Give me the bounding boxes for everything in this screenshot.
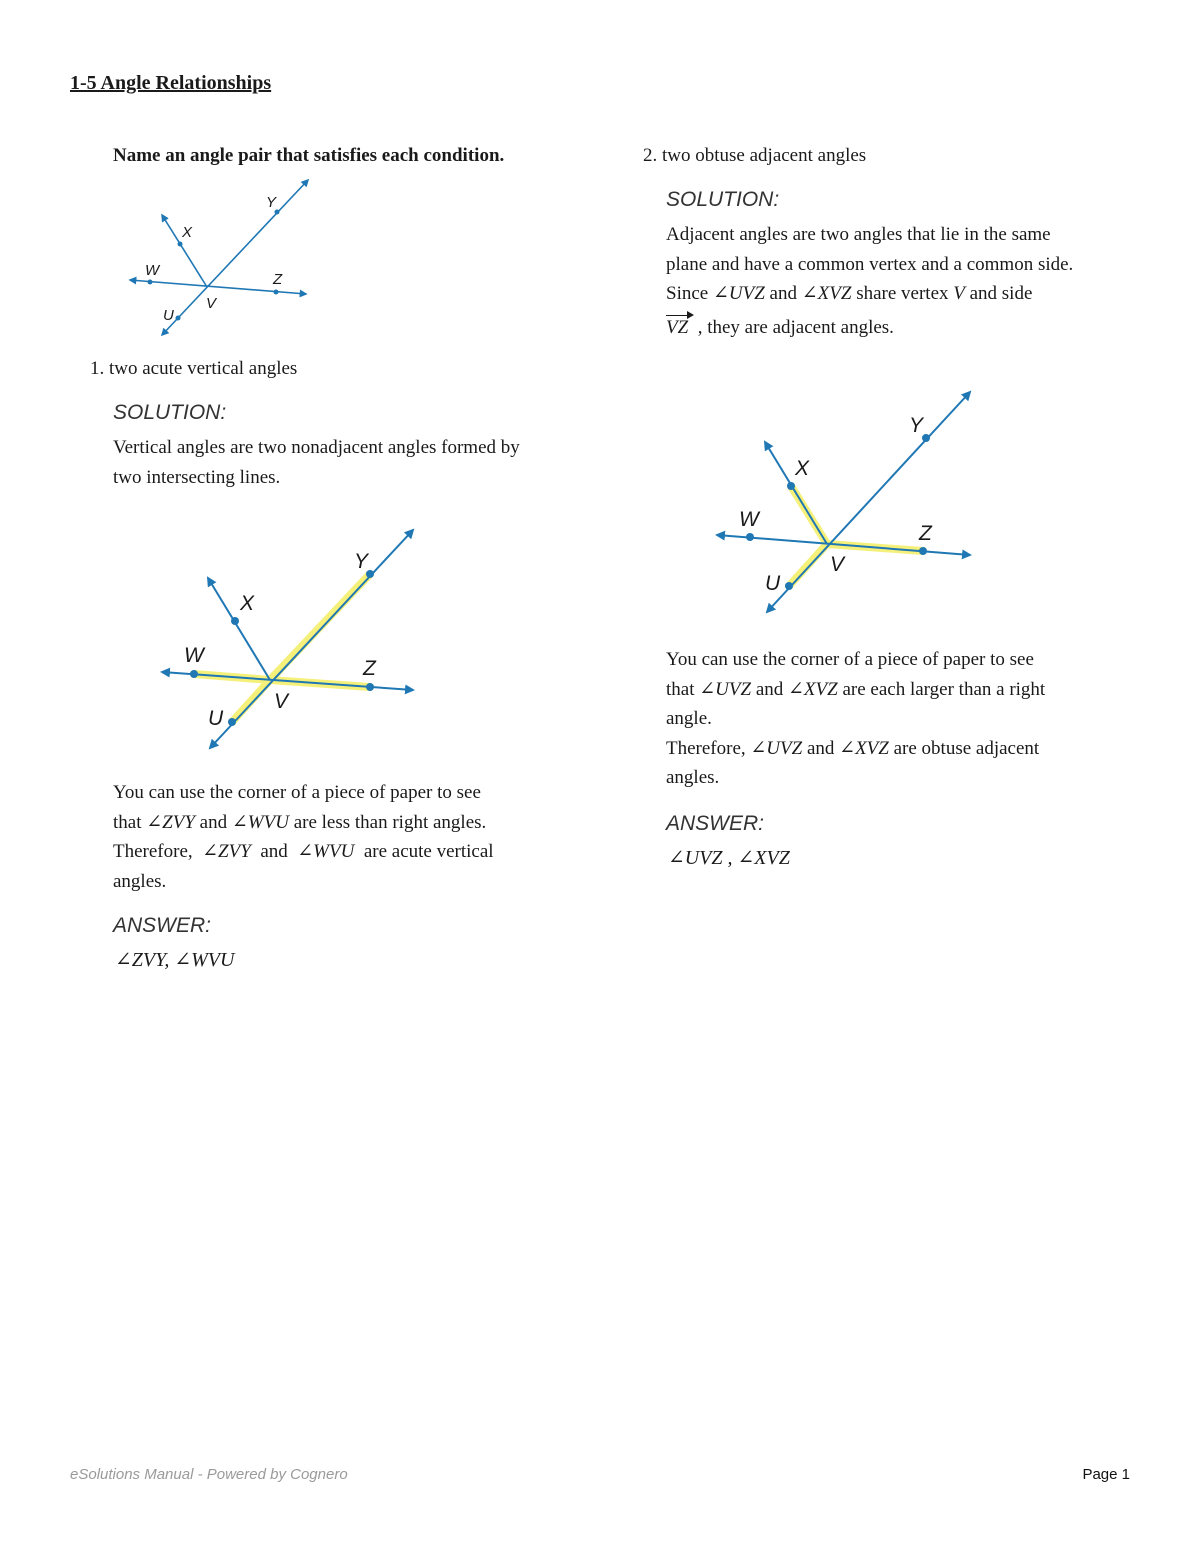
point-u xyxy=(176,316,181,321)
q1-exp-line2: that ∠ZVY and ∠WVU are less than right angles. xyxy=(113,811,487,833)
q1-exp-line4: angles. xyxy=(113,870,167,892)
label-w: W xyxy=(145,262,160,279)
q1-line-uy xyxy=(210,530,413,748)
q1-solution-label: SOLUTION: xyxy=(113,401,227,424)
q1-exp-line3: Therefore, ∠ZVY and ∠WVU are acute vertical xyxy=(113,841,494,862)
question-1-prompt: two acute vertical angles xyxy=(109,358,298,379)
q2-def-line4: VZ , they are adjacent angles. xyxy=(666,313,1166,343)
q2-highlight-vu xyxy=(789,544,827,586)
footer-source: eSolutions Manual - Powered by Cognero xyxy=(70,1466,348,1483)
q2-label-y: Y xyxy=(909,414,924,437)
q2-exp-line1: You can use the corner of a piece of paper to see xyxy=(666,649,1034,670)
q1-label-v: V xyxy=(274,690,289,713)
point-w xyxy=(148,280,153,285)
label-u: U xyxy=(163,307,174,324)
label-y: Y xyxy=(266,194,277,211)
q2-point-y xyxy=(922,434,930,442)
q1-answer-label: ANSWER: xyxy=(113,914,212,937)
q1-angle-a: ∠ZVY xyxy=(146,811,195,833)
q1-label-x: X xyxy=(240,592,255,615)
q2-label-z: Z xyxy=(919,522,932,545)
question-2-prompt: two obtuse adjacent angles xyxy=(662,145,867,166)
q2-solution-label: SOLUTION: xyxy=(666,188,780,211)
q2-line-wz xyxy=(717,535,970,555)
q2-answer-label: ANSWER: xyxy=(666,812,765,835)
q1-highlight-vy xyxy=(270,574,370,680)
q1-def-line2: two intersecting lines. xyxy=(113,466,281,488)
q1-label-z: Z xyxy=(363,657,376,680)
q1-point-w xyxy=(190,670,198,678)
q2-exp-line5: angles. xyxy=(666,767,720,788)
question-2 xyxy=(643,145,866,167)
q1-def-line1: Vertical angles are two nonadjacent angles formed by xyxy=(113,437,520,458)
page-number: Page 1 xyxy=(1082,1466,1130,1483)
q2-exp-line4: Therefore, ∠UVZ and ∠XVZ are obtuse adjacent xyxy=(666,737,1040,759)
q2-label-u: U xyxy=(765,572,781,595)
q1-exp-line1: You can use the corner of a piece of paper to see xyxy=(113,782,481,803)
q2-label-w: W xyxy=(739,508,759,531)
q2-point-x xyxy=(787,482,795,490)
q2-answer: ∠UVZ , ∠XVZ xyxy=(668,847,790,869)
q2-definition xyxy=(666,220,1166,342)
q2-def-line2: plane and have a common vertex and a common side. xyxy=(666,253,1074,275)
q1-point-u xyxy=(228,718,236,726)
q1-answer: ∠ZVY, ∠WVU xyxy=(115,949,235,971)
q2-def-line1: Adjacent angles are two angles that lie in the same xyxy=(666,224,1051,245)
q1-diagram xyxy=(150,520,430,760)
question-2-number: 2. xyxy=(643,145,658,166)
q2-point-u xyxy=(785,582,793,590)
q1-label-w: W xyxy=(184,644,204,667)
ray-vz: VZ xyxy=(666,313,688,343)
q2-def-line3: Since ∠UVZ and ∠XVZ share vertex V and side xyxy=(666,283,1033,304)
q1-explanation xyxy=(113,778,583,896)
q2-point-z xyxy=(919,547,927,555)
q2-exp-line3: angle. xyxy=(666,708,712,729)
q1-highlight-vu xyxy=(232,680,270,722)
point-z xyxy=(274,290,279,295)
q1-label-y: Y xyxy=(354,550,369,573)
q2-explanation xyxy=(666,645,1166,793)
q2-point-w xyxy=(746,533,754,541)
q1-label-u: U xyxy=(208,707,224,730)
page-title: 1-5 Angle Relationships xyxy=(70,72,272,94)
q1-definition xyxy=(113,433,593,492)
point-x xyxy=(178,242,183,247)
reference-diagram xyxy=(118,170,323,345)
q1-point-x xyxy=(231,617,239,625)
line-uy xyxy=(162,180,308,335)
question-1 xyxy=(90,358,297,380)
question-1-number: 1. xyxy=(90,358,105,379)
q2-label-x: X xyxy=(795,457,810,480)
q2-exp-line2: that ∠UVZ and ∠XVZ are each larger than a right xyxy=(666,678,1046,700)
q2-diagram xyxy=(705,380,985,625)
q1-angle-b: ∠WVU xyxy=(231,811,289,833)
q2-label-v: V xyxy=(830,553,845,576)
label-x: X xyxy=(182,224,193,241)
label-v: V xyxy=(206,295,217,312)
q1-point-z xyxy=(366,683,374,691)
instructions: Name an angle pair that satisfies each condition. xyxy=(113,145,505,166)
q1-ray-vx xyxy=(208,578,270,680)
label-z: Z xyxy=(273,271,283,288)
